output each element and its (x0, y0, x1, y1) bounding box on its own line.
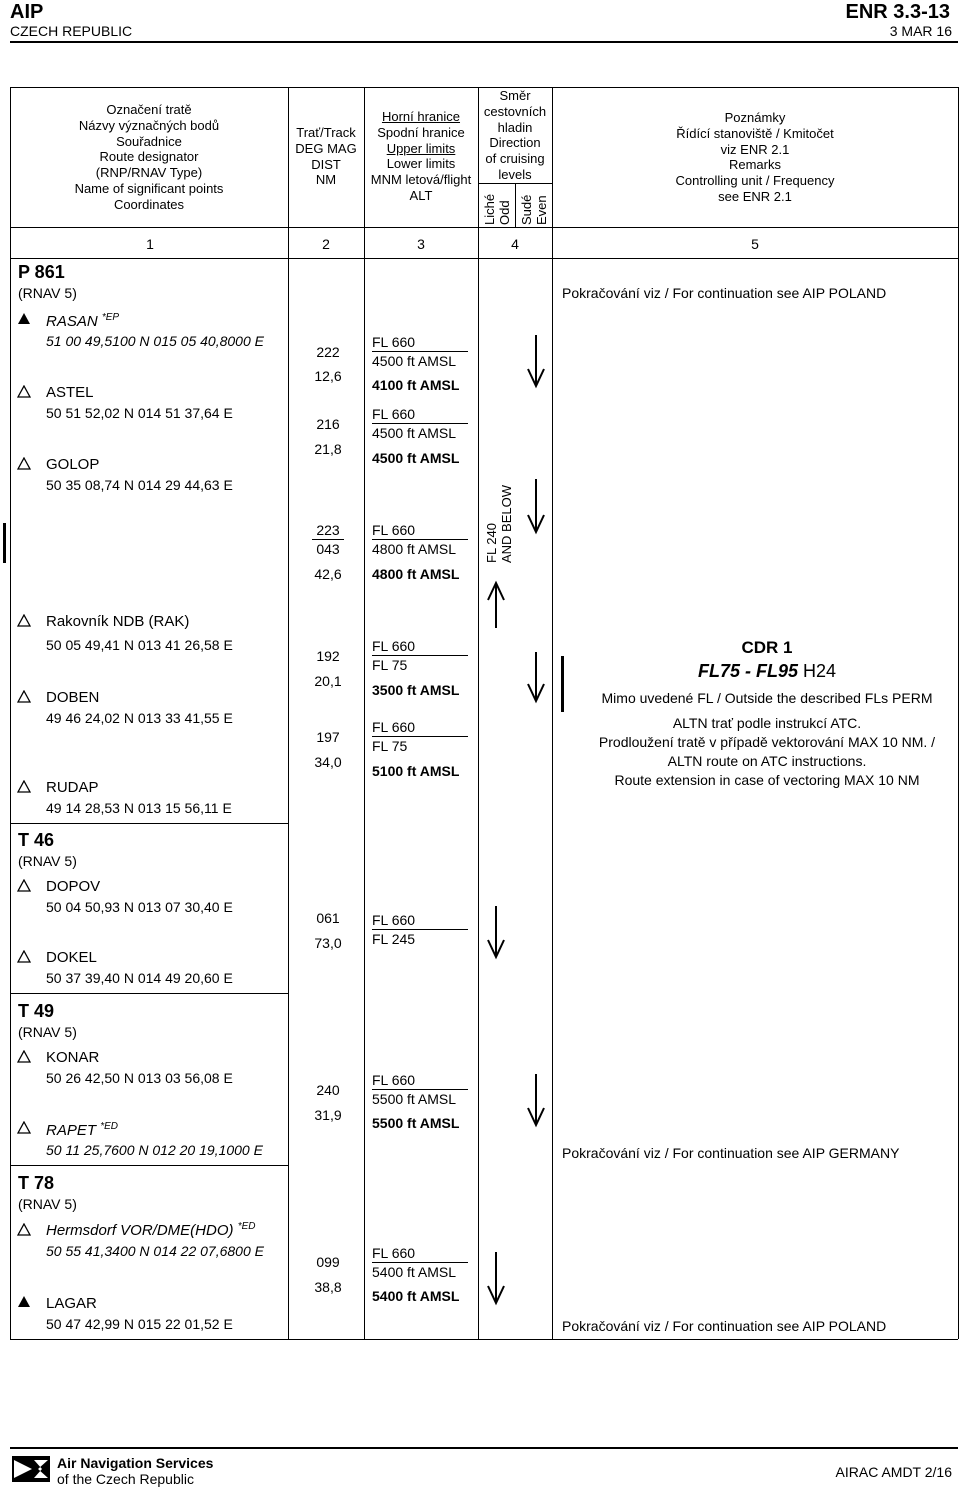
point-coordinates: 50 26 42,50 N 013 03 56,08 E (46, 1070, 233, 1086)
open-triangle-icon (17, 879, 31, 892)
lower-limit: FL 75 (372, 657, 408, 673)
track-reverse: 043 (316, 541, 340, 557)
arrow-down-icon (524, 477, 548, 535)
point-name: DOBEN (46, 689, 100, 706)
filled-triangle-icon (17, 1295, 31, 1308)
point-name: RUDAP (46, 779, 99, 796)
cdr-levels: FL75 - FL95 H24 (697, 661, 837, 681)
ans-cr-logo-icon (12, 1456, 50, 1482)
mnm-alt: 5100 ft AMSL (372, 763, 460, 779)
track: 061 (316, 910, 340, 926)
upper-limit: FL 660 (372, 406, 416, 422)
org-name: Air Navigation Services (57, 1455, 214, 1471)
distance: 38,8 (314, 1279, 342, 1295)
page-number: ENR 3.3-13 (845, 1, 950, 23)
arrow-down-icon (524, 333, 548, 389)
header-even: Sudé Even (519, 194, 549, 225)
header-odd: Liché Odd (482, 193, 512, 225)
distance: 21,8 (314, 441, 342, 457)
header-rule (10, 41, 958, 43)
open-triangle-icon (17, 614, 31, 627)
distance: 12,6 (314, 368, 342, 384)
arrow-down-icon (524, 1072, 548, 1128)
point-coordinates: 50 05 49,41 N 013 41 26,58 E (46, 637, 233, 653)
open-triangle-icon (17, 1050, 31, 1063)
open-triangle-icon (17, 1121, 31, 1134)
distance: 20,1 (314, 673, 342, 689)
track: 192 (316, 648, 340, 664)
point-coordinates: 49 14 28,53 N 013 15 56,11 E (46, 800, 232, 816)
fl-note: FL 240 AND BELOW (484, 484, 514, 563)
mnm-alt: 4100 ft AMSL (372, 377, 460, 393)
track: 197 (316, 729, 340, 745)
continuation-note: Pokračování viz / For continuation see AIP POLAND (562, 1318, 887, 1334)
cdr-note: Mimo uvedené FL / Outside the described FLs PERM (601, 690, 933, 706)
point-coordinates: 50 47 42,99 N 015 22 01,52 E (46, 1316, 233, 1332)
mnm-alt: 5500 ft AMSL (372, 1115, 460, 1131)
route-designator: P 861 (18, 262, 65, 282)
upper-limit: FL 660 (372, 719, 416, 735)
upper-limit: FL 660 (372, 334, 416, 350)
arrow-down-icon (484, 1250, 508, 1306)
point-name: LAGAR (46, 1295, 97, 1312)
arrow-up-icon (484, 580, 508, 630)
point-name: RASAN $^{*EP}$ (46, 312, 120, 330)
header-col5: Poznámky Řídící stanoviště / Kmitočet viz ENR 2.1 Remarks Controlling unit / Frequency see ENR 2.1 (675, 110, 835, 204)
lower-limit: FL 245 (372, 931, 416, 947)
lower-limit: 4800 ft AMSL (372, 541, 457, 557)
point-name: GOLOP (46, 456, 100, 473)
mnm-alt: 4500 ft AMSL (372, 450, 460, 466)
lower-limit: FL 75 (372, 738, 408, 754)
header-col1: Označení tratě Názvy význačných bodů Souřadnice Route designator (RNP/RNAV Type) Name of significant points Coordinates (74, 102, 224, 212)
point-name: DOPOV (46, 878, 101, 895)
mnm-alt: 3500 ft AMSL (372, 682, 460, 698)
open-triangle-icon (17, 385, 31, 398)
org-name-line2: of the Czech Republic (57, 1471, 194, 1487)
filled-triangle-icon (17, 312, 31, 325)
issue-date: 3 MAR 16 (889, 23, 952, 39)
distance: 73,0 (314, 935, 342, 951)
cdr-note: Prodloužení tratě v případě vektorování MAX 10 NM. / (598, 734, 936, 750)
point-name: KONAR (46, 1049, 100, 1066)
open-triangle-icon (17, 1223, 31, 1236)
footer-rule (10, 1447, 958, 1449)
cdr-title: CDR 1 (741, 638, 793, 657)
arrow-down-icon (524, 650, 548, 704)
point-coordinates: 50 11 25,7600 N 012 20 19,1000 E (46, 1142, 263, 1158)
route-designator: T 78 (18, 1173, 55, 1193)
distance: 31,9 (314, 1107, 342, 1123)
upper-limit: FL 660 (372, 638, 416, 654)
point-coordinates: 50 37 39,40 N 014 49 20,60 E (46, 970, 233, 986)
distance: 42,6 (314, 566, 342, 582)
point-coordinates: 51 00 49,5100 N 015 05 40,8000 E (46, 333, 264, 349)
point-name: Rakovník NDB (RAK) (46, 613, 190, 630)
point-name: RAPET $^{*ED}$ (46, 1121, 118, 1139)
track: 223 (316, 522, 340, 538)
lower-limit: 5400 ft AMSL (372, 1264, 457, 1280)
point-coordinates: 49 46 24,02 N 013 33 41,55 E (46, 710, 233, 726)
mnm-alt: 5400 ft AMSL (372, 1288, 460, 1304)
continuation-note: Pokračování viz / For continuation see AIP POLAND (562, 285, 887, 301)
track: 222 (316, 344, 340, 360)
upper-limit: FL 660 (372, 522, 416, 538)
route-designator: T 49 (18, 1001, 55, 1021)
route-type: (RNAV 5) (18, 1196, 77, 1212)
amendment: AIRAC AMDT 2/16 (835, 1464, 952, 1480)
lower-limit: 4500 ft AMSL (372, 425, 457, 441)
mnm-alt: 4800 ft AMSL (372, 566, 460, 582)
point-coordinates: 50 35 08,74 N 014 29 44,63 E (46, 477, 233, 493)
route-designator: T 46 (18, 830, 55, 850)
aip-title: AIP (10, 1, 44, 23)
open-triangle-icon (17, 950, 31, 963)
distance: 34,0 (314, 754, 342, 770)
cdr-note: ALTN route on ATC instructions. (667, 753, 867, 769)
point-name: DOKEL (46, 949, 97, 966)
upper-limit: FL 660 (372, 1072, 416, 1088)
track: 099 (316, 1254, 340, 1270)
change-bar (3, 523, 6, 563)
lower-limit: 5500 ft AMSL (372, 1091, 457, 1107)
upper-limit: FL 660 (372, 1245, 416, 1261)
country: CZECH REPUBLIC (10, 23, 133, 39)
open-triangle-icon (17, 690, 31, 703)
route-type: (RNAV 5) (18, 1024, 77, 1040)
continuation-note: Pokračování viz / For continuation see AIP GERMANY (562, 1145, 900, 1161)
header-col2: Trať/Track DEG MAG DIST NM (295, 125, 357, 188)
track: 216 (316, 416, 340, 432)
lower-limit: 4500 ft AMSL (372, 353, 457, 369)
point-name: ASTEL (46, 384, 94, 401)
header-col3: Horní hranice Spodní hranice Upper limits Lower limits MNM letová/flight ALT (370, 109, 472, 203)
point-coordinates: 50 51 52,02 N 014 51 37,64 E (46, 405, 233, 421)
point-coordinates: 50 04 50,93 N 013 07 30,40 E (46, 899, 233, 915)
open-triangle-icon (17, 780, 31, 793)
point-coordinates: 50 55 41,3400 N 014 22 07,6800 E (46, 1243, 264, 1259)
route-type: (RNAV 5) (18, 285, 77, 301)
upper-limit: FL 660 (372, 912, 416, 928)
open-triangle-icon (17, 457, 31, 470)
cdr-note: ALTN trať podle instrukcí ATC. (672, 715, 862, 731)
point-name: Hermsdorf VOR/DME(HDO) $^{*ED}$ (46, 1221, 256, 1239)
cdr-note: Route extension in case of vectoring MAX 10 NM (614, 772, 920, 788)
route-type: (RNAV 5) (18, 853, 77, 869)
header-col4: Směr cestovních hladin Direction of cruising levels (483, 88, 547, 182)
arrow-down-icon (484, 904, 508, 960)
track: 240 (316, 1082, 340, 1098)
